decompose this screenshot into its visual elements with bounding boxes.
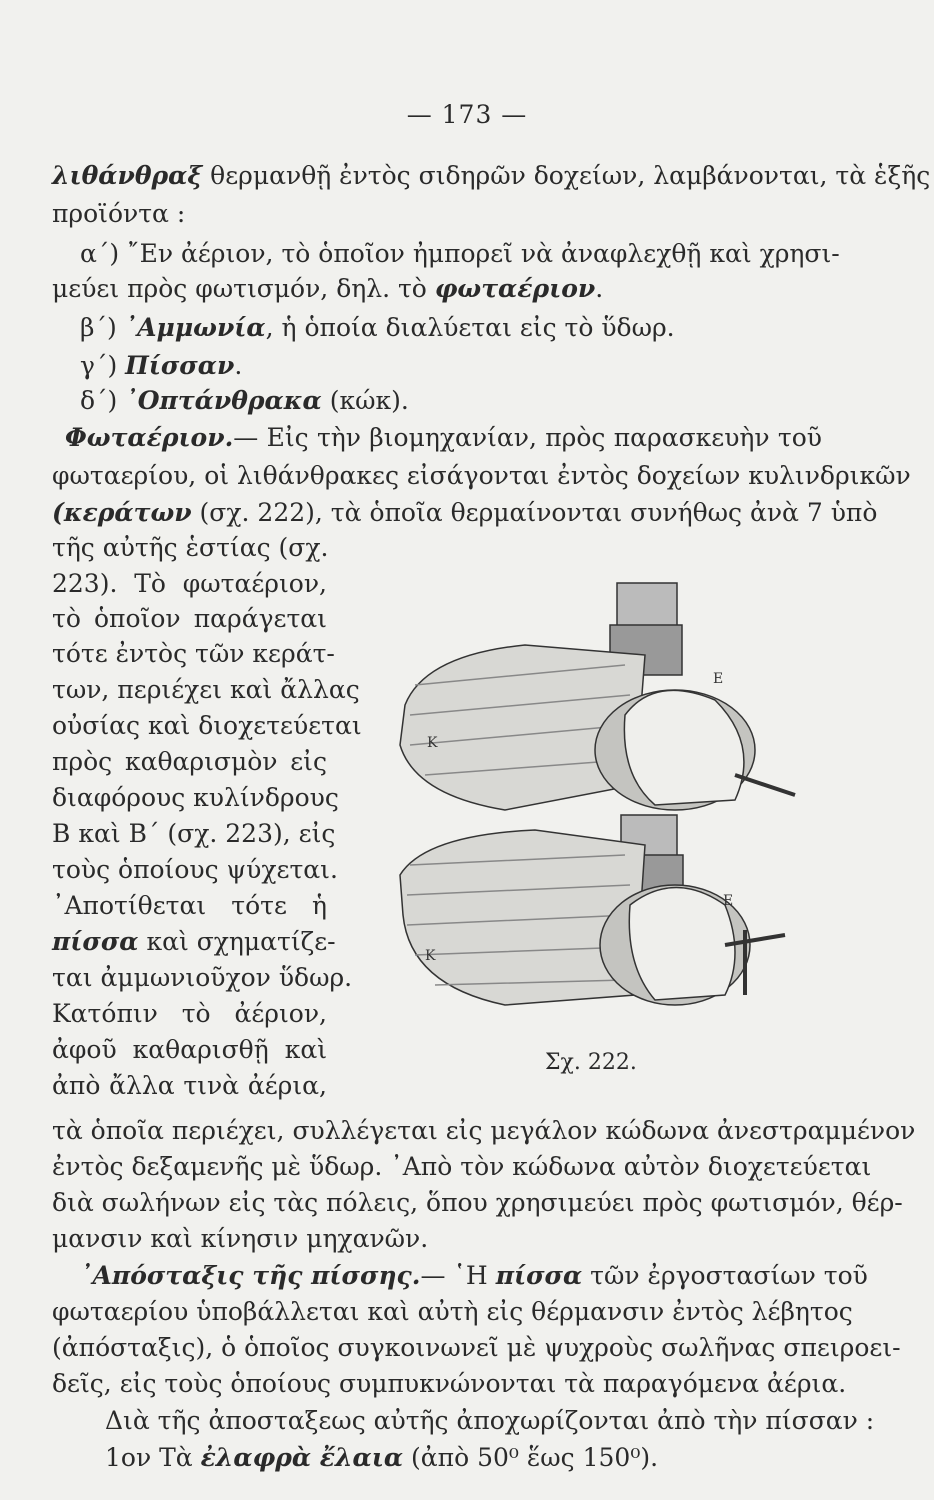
line-text: μεύει πρὸς φωτισμόν, δηλ. τὸ: [52, 274, 435, 303]
text-line: [80, 350, 242, 382]
mouth-door-bottom: [629, 888, 735, 1001]
line-text: γ΄): [80, 351, 126, 380]
text-line: ἀπὸ ἄλλα τινὰ ἀέρια,: [52, 1071, 327, 1100]
text-line: φωταερίου, οἱ λιθάνθρακες εἰσάγονται ἐντὸς δοχείων κυλινδρικῶν: [52, 461, 911, 490]
retort-top: [400, 583, 795, 810]
text-line: φωταερίου ὑποβάλλεται καὶ αὐτὴ εἰς θέρμανσιν ἐντὸς λέβητος: [52, 1297, 853, 1326]
text-line: τοὺς ὁποίους ψύχεται.: [52, 855, 338, 884]
text-line: [52, 497, 878, 529]
line-text: (κώκ).: [321, 386, 409, 415]
retort-bottom: [400, 815, 785, 1005]
text-line: [52, 160, 931, 192]
text-line: προϊόντα :: [52, 199, 186, 228]
text-line: Διὰ τῆς ἀποσταξεως αὐτῆς ἀποχωρίζονται ἀπὸ τὴν πίσσαν :: [105, 1406, 875, 1435]
bold-term: λιθάνθραξ: [52, 161, 203, 190]
bold-term: Φωταέριον.: [65, 423, 234, 452]
text-line: ἀφοῦ καθαρισθῇ καὶ: [52, 1035, 327, 1064]
text-line: [52, 273, 603, 305]
line-text: .: [595, 274, 604, 303]
text-line: πρὸς καθαρισμὸν εἰς: [52, 747, 327, 776]
text-line: [80, 312, 675, 344]
line-text: (σχ. 222), τὰ ὁποῖα θερμαίνονται συνήθως ἀνὰ 7 ὑπὸ: [191, 498, 878, 527]
line-text: δ΄): [80, 386, 126, 415]
text-line: α΄) ῎Εν ἀέριον, τὸ ὁποῖον ἠμπορεῖ νὰ ἀναφλεχθῇ καὶ χρησι-: [80, 239, 840, 268]
text-line: τότε ἐντὸς τῶν κεράτ-: [52, 639, 335, 668]
text-line: ᾽Αποτίθεται τότε ἡ: [52, 891, 327, 920]
text-line: [65, 422, 822, 454]
line-text: — Εἰς τὴν βιομηχανίαν, πρὸς παρασκευὴν τοῦ: [233, 423, 822, 452]
bold-term: πίσσα: [495, 1261, 583, 1290]
bold-term: φωταέριον: [434, 274, 596, 303]
bold-term: (κεράτων: [52, 498, 192, 527]
text-line: διαφόρους κυλίνδρους: [52, 783, 339, 812]
text-line: [80, 385, 409, 417]
text-line: (ἀπόσταξις), ὁ ὁποῖος συγκοινωνεῖ μὲ ψυχροὺς σωλῆνας σπειροει-: [52, 1333, 901, 1362]
line-text: .: [234, 351, 243, 380]
text-line: τὰ ὁποῖα περιέχει, συλλέγεται εἰς μεγάλον κώδωνα ἀνεστραμμένον: [52, 1116, 916, 1145]
text-line: τῆς αὐτῆς ἑστίας (σχ.: [52, 533, 329, 562]
text-line: Β καὶ Β΄ (σχ. 223), εἰς: [52, 819, 336, 848]
line-text: (ἀπὸ 50⁰ ἕως 150⁰).: [403, 1443, 659, 1472]
line-text: θερμανθῇ ἐντὸς σιδηρῶν δοχείων, λαμβάνονται, τὰ ἑξῆς: [202, 161, 931, 190]
text-line: ἐντὸς δεξαμενῆς μὲ ὕδωρ. ᾽Απὸ τὸν κώδωνα αὐτὸν διοχετεύεται: [52, 1152, 872, 1181]
line-text: 1ον Τὰ: [105, 1443, 201, 1472]
line-text: , ἡ ὁποία διαλύεται εἰς τὸ ὕδωρ.: [265, 313, 675, 342]
text-line: διὰ σωλήνων εἰς τὰς πόλεις, ὅπου χρησιμεύει πρὸς φωτισμόν, θέρ-: [52, 1188, 903, 1217]
text-line: [105, 1442, 658, 1474]
text-line: δεῖς, εἰς τοὺς ὁποίους συμπυκνώνονται τὰ παραγόμενα ἀέρια.: [52, 1369, 847, 1398]
text-line: Κατόπιν τὸ ἀέριον,: [52, 999, 327, 1028]
text-line: μανσιν καὶ κίνησιν μηχανῶν.: [52, 1224, 429, 1253]
label-k-bottom: Κ: [425, 948, 436, 964]
text-line: των, περιέχει καὶ ἄλλας: [52, 675, 360, 704]
line-text: τῶν ἐργοστασίων τοῦ: [582, 1261, 868, 1290]
text-line: τὸ ὁποῖον παράγεται: [52, 604, 327, 633]
text-line: [52, 926, 336, 958]
bold-term: ᾽Οπτάνθρακα: [125, 386, 322, 415]
bold-term: ἐλαφρὰ ἔλαια: [200, 1443, 404, 1472]
handle: [735, 775, 795, 795]
bold-term: ᾽Απόσταξις τῆς πίσσης.: [80, 1261, 421, 1290]
bold-term: Πίσσαν: [125, 351, 235, 380]
line-text: β΄): [80, 313, 125, 342]
label-k-top: Κ: [427, 735, 438, 751]
label-e-top: Ε: [713, 671, 724, 687]
label-e-bottom: Ε: [723, 893, 734, 909]
text-line: οὐσίας καὶ διοχετεύεται: [52, 711, 362, 740]
line-text: καὶ σχηματίζε-: [138, 927, 336, 956]
text-line: [80, 1260, 868, 1292]
line-text: — ῾Η: [420, 1261, 496, 1290]
bold-term: ᾽Αμμωνία: [124, 313, 266, 342]
bold-term: πίσσα: [52, 927, 139, 956]
page-number: — 173 —: [406, 100, 528, 129]
retort-figure: [385, 575, 845, 1045]
figure-caption: Σχ. 222.: [545, 1050, 637, 1075]
text-line: ται ἀμμωνιοῦχον ὕδωρ.: [52, 963, 353, 992]
text-line: 223). Τὸ φωταέριον,: [52, 569, 327, 598]
